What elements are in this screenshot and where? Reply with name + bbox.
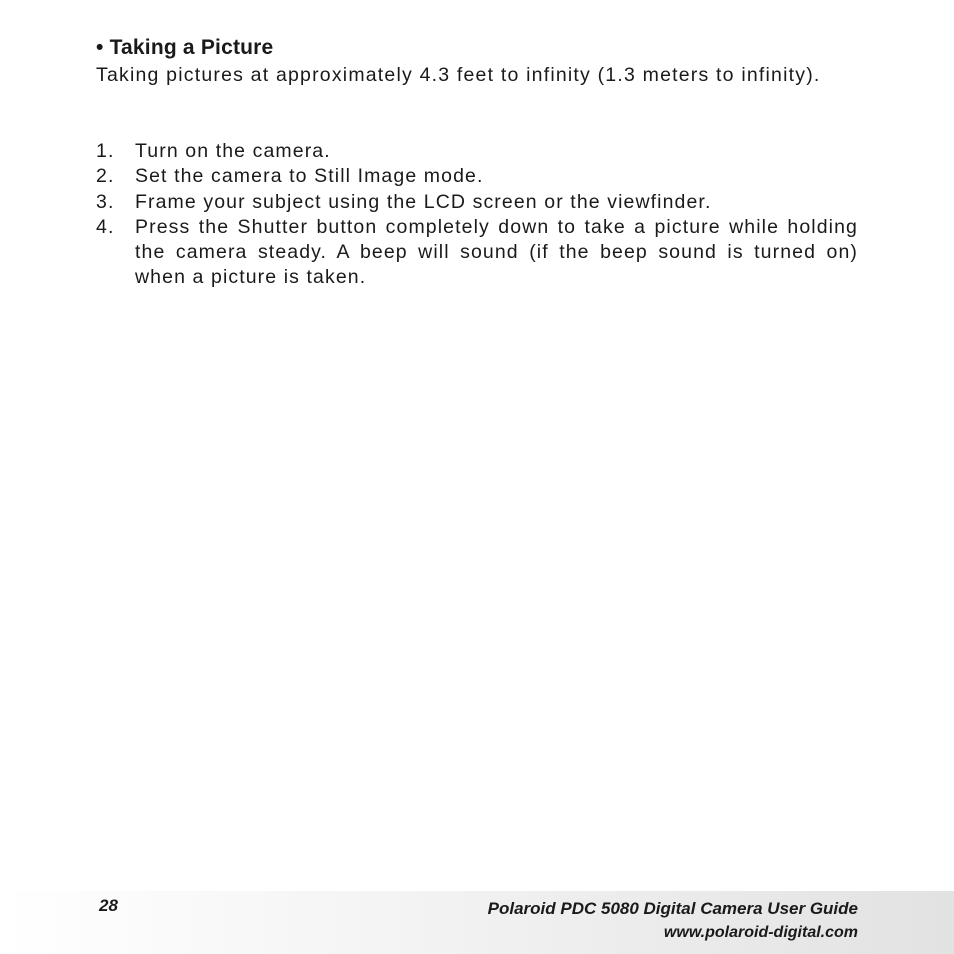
guide-title: Polaroid PDC 5080 Digital Camera User Guide [487,899,858,918]
bullet-icon: • [96,36,104,59]
steps-list [96,139,858,291]
step-text: Turn on the camera. [135,140,331,162]
step-item [96,190,858,215]
step-number: 3. [96,190,115,213]
step-item [96,215,858,291]
intro-paragraph: Taking pictures at approximately 4.3 feet to infinity (1.3 meters to infinity). [96,64,821,86]
step-text: Press the Shutter button completely down to take a picture while holding the camera steady. A beep will sound (if the beep sound is turned on) when a picture is taken. [135,215,858,289]
step-text: Set the camera to Still Image mode. [135,165,484,188]
section-title [96,36,273,60]
step-text: Frame your subject using the LCD screen or the viewfinder. [135,190,712,213]
page-number: 28 [99,896,118,915]
step-number: 4. [96,215,115,238]
step-item [96,164,858,189]
step-number: 2. [96,165,115,188]
section-title-text: Taking a Picture [109,36,274,59]
step-item [96,139,858,164]
website-link[interactable]: www.polaroid-digital.com [663,924,858,941]
step-number: 1. [96,140,115,162]
